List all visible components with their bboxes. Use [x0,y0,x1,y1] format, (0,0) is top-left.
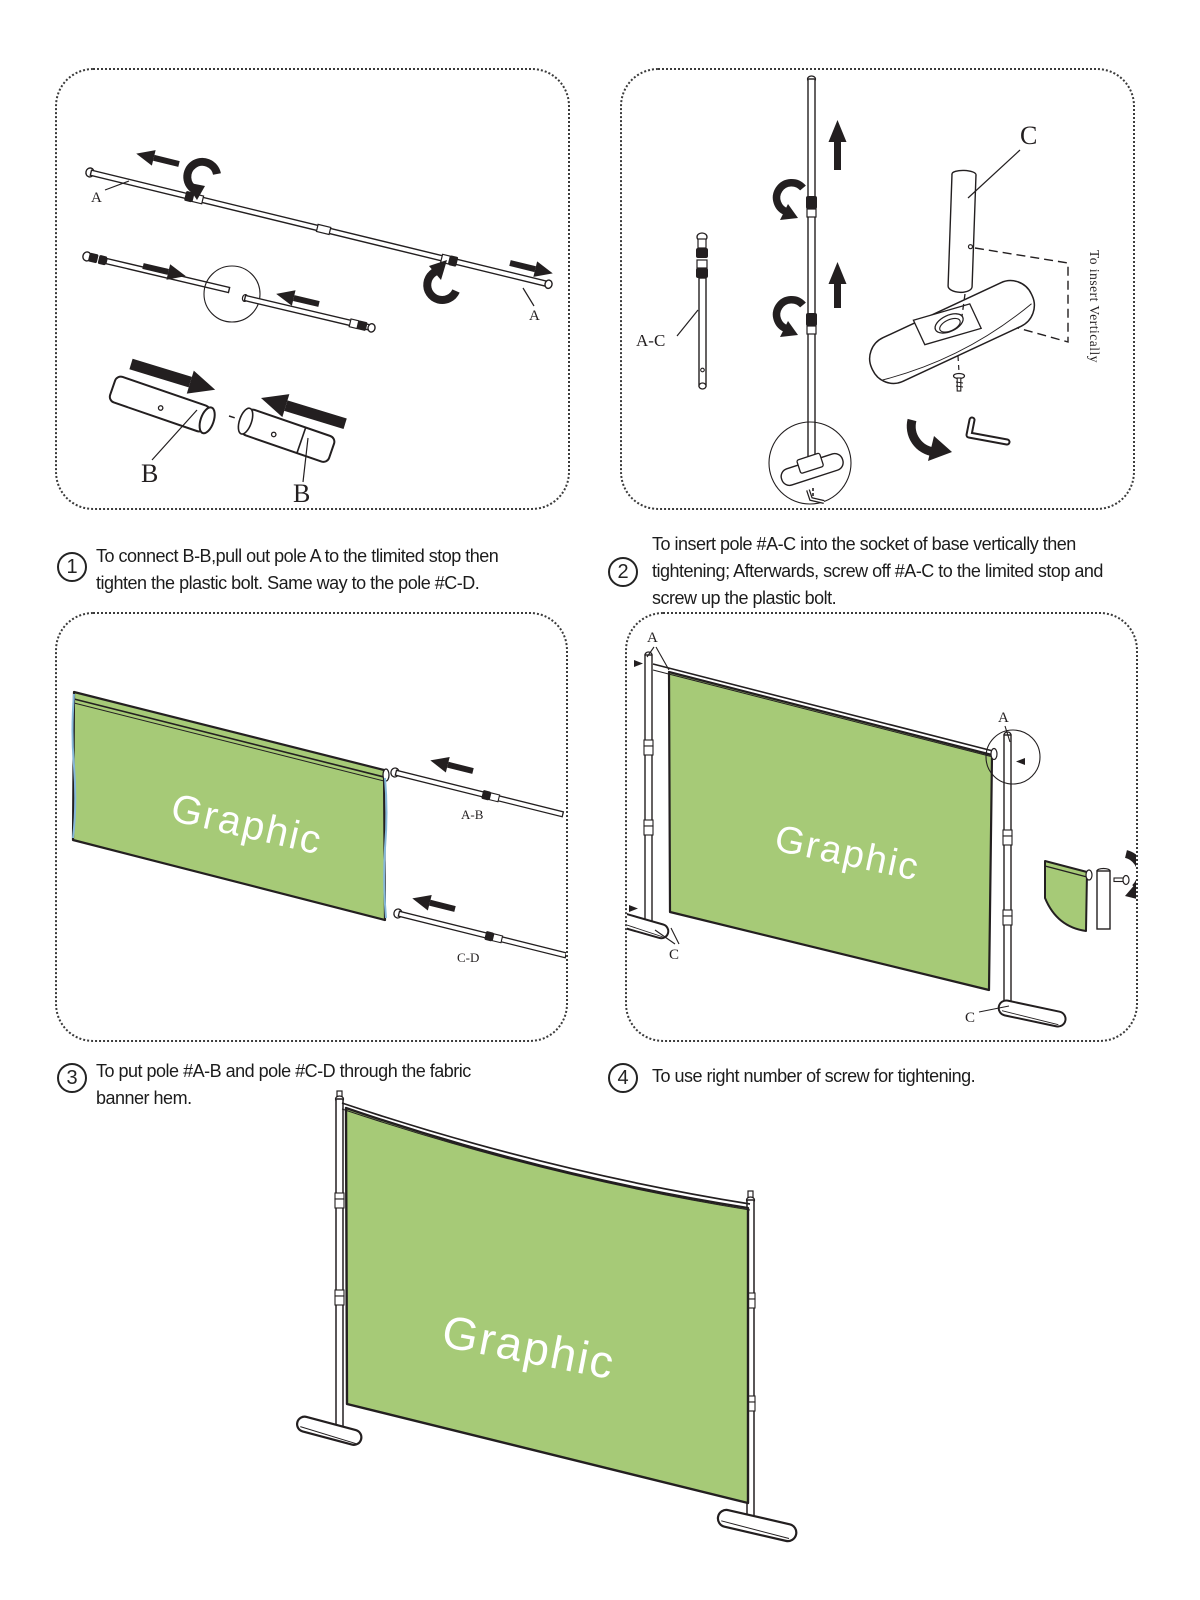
banner-graphic-text: Graphic [438,1304,620,1390]
label-ac: A-C [636,331,666,350]
panel-step2-diagram [620,68,1135,510]
leader-a-right [523,288,534,306]
final-stand-drawing [280,1062,810,1600]
leader-ac [677,310,698,336]
pole-piece-left [82,251,230,294]
banner-fabric [346,1108,748,1503]
rotate-arrow-top [777,183,803,220]
label-b-left: B [141,459,159,488]
panel-step4-diagram [625,612,1138,1042]
step1-number [57,552,87,582]
arrow-pull-left [134,146,181,172]
step2-number [608,557,638,587]
step2-text [652,531,1103,612]
step2-line2: tightening; Afterwards, screw off #A-C to the limited stop and [652,561,1103,581]
stand-left-pole [629,652,653,925]
panel-step3-diagram [55,612,568,1042]
assembled-stand-drawing [627,614,1136,1040]
tube-c [948,170,976,293]
label-a-left: A [647,630,658,646]
note-vertical: To insert Vertically [1087,250,1102,364]
step2-num-text: 2 [617,561,629,583]
joint-detail-circle [204,266,260,322]
label-c: C [1020,121,1038,150]
step1-line2: tighten the plastic bolt. Same way to the pole #C-D. [96,573,480,593]
up-arrow-top [829,120,847,170]
step2-line3: screw up the plastic bolt. [652,588,837,608]
base-insert-drawing [622,70,1133,508]
label-b-right: B [293,479,311,508]
step3-num-text: 3 [66,1067,78,1089]
rotate-arrow-mid [777,300,803,337]
base-screw [954,356,965,391]
step1-num-text: 1 [66,556,78,578]
banner-graphic-text: Graphic [166,785,327,864]
corner-detail [1045,854,1136,931]
up-arrow-mid [829,262,847,308]
step3-number [57,1063,87,1093]
step3-line1: To put pole #A-B and pole #C-D through the fabric [96,1061,471,1081]
stand-right-pole [1003,732,1025,1015]
final-stand-svg [280,1062,810,1598]
arrow-cd [410,891,457,917]
pole-connect-drawing [57,70,568,508]
final-left-foot [295,1415,363,1447]
step3-line2: banner hem. [96,1088,192,1108]
right-foot [997,999,1067,1028]
vertical-pole [806,76,817,457]
panel-step1-diagram [55,68,570,510]
hem-cap [991,749,997,760]
label-cd: C-D [457,950,480,965]
rotate-arrow-right [427,260,456,300]
step1-line1: To connect B-B,pull out pole A to the tlimited stop then [96,546,499,566]
final-left-pole [335,1091,344,1427]
corner-screw [1114,876,1129,885]
label-ab: A-B [461,807,484,822]
step2-line1: To insert pole #A-C into the socket of base vertically then [652,534,1076,554]
step4-num-text: 4 [617,1067,629,1089]
label-a-left: A [91,190,102,206]
allen-key [969,420,1007,442]
tighten-arrow [911,420,952,461]
label-c-right: C [965,1010,976,1026]
arrow-ab [428,753,475,779]
step1-text [96,543,498,597]
label-a-right: A [998,710,1009,726]
label-a-right: A [529,308,540,324]
step4-line1: To use right number of screw for tightening. [652,1066,976,1086]
banner-hem-drawing [57,614,566,1040]
final-right-foot [716,1508,798,1543]
label-c-left: C [669,947,680,963]
pole-cd [393,908,566,960]
banner-graphic-text: Graphic [771,817,924,890]
